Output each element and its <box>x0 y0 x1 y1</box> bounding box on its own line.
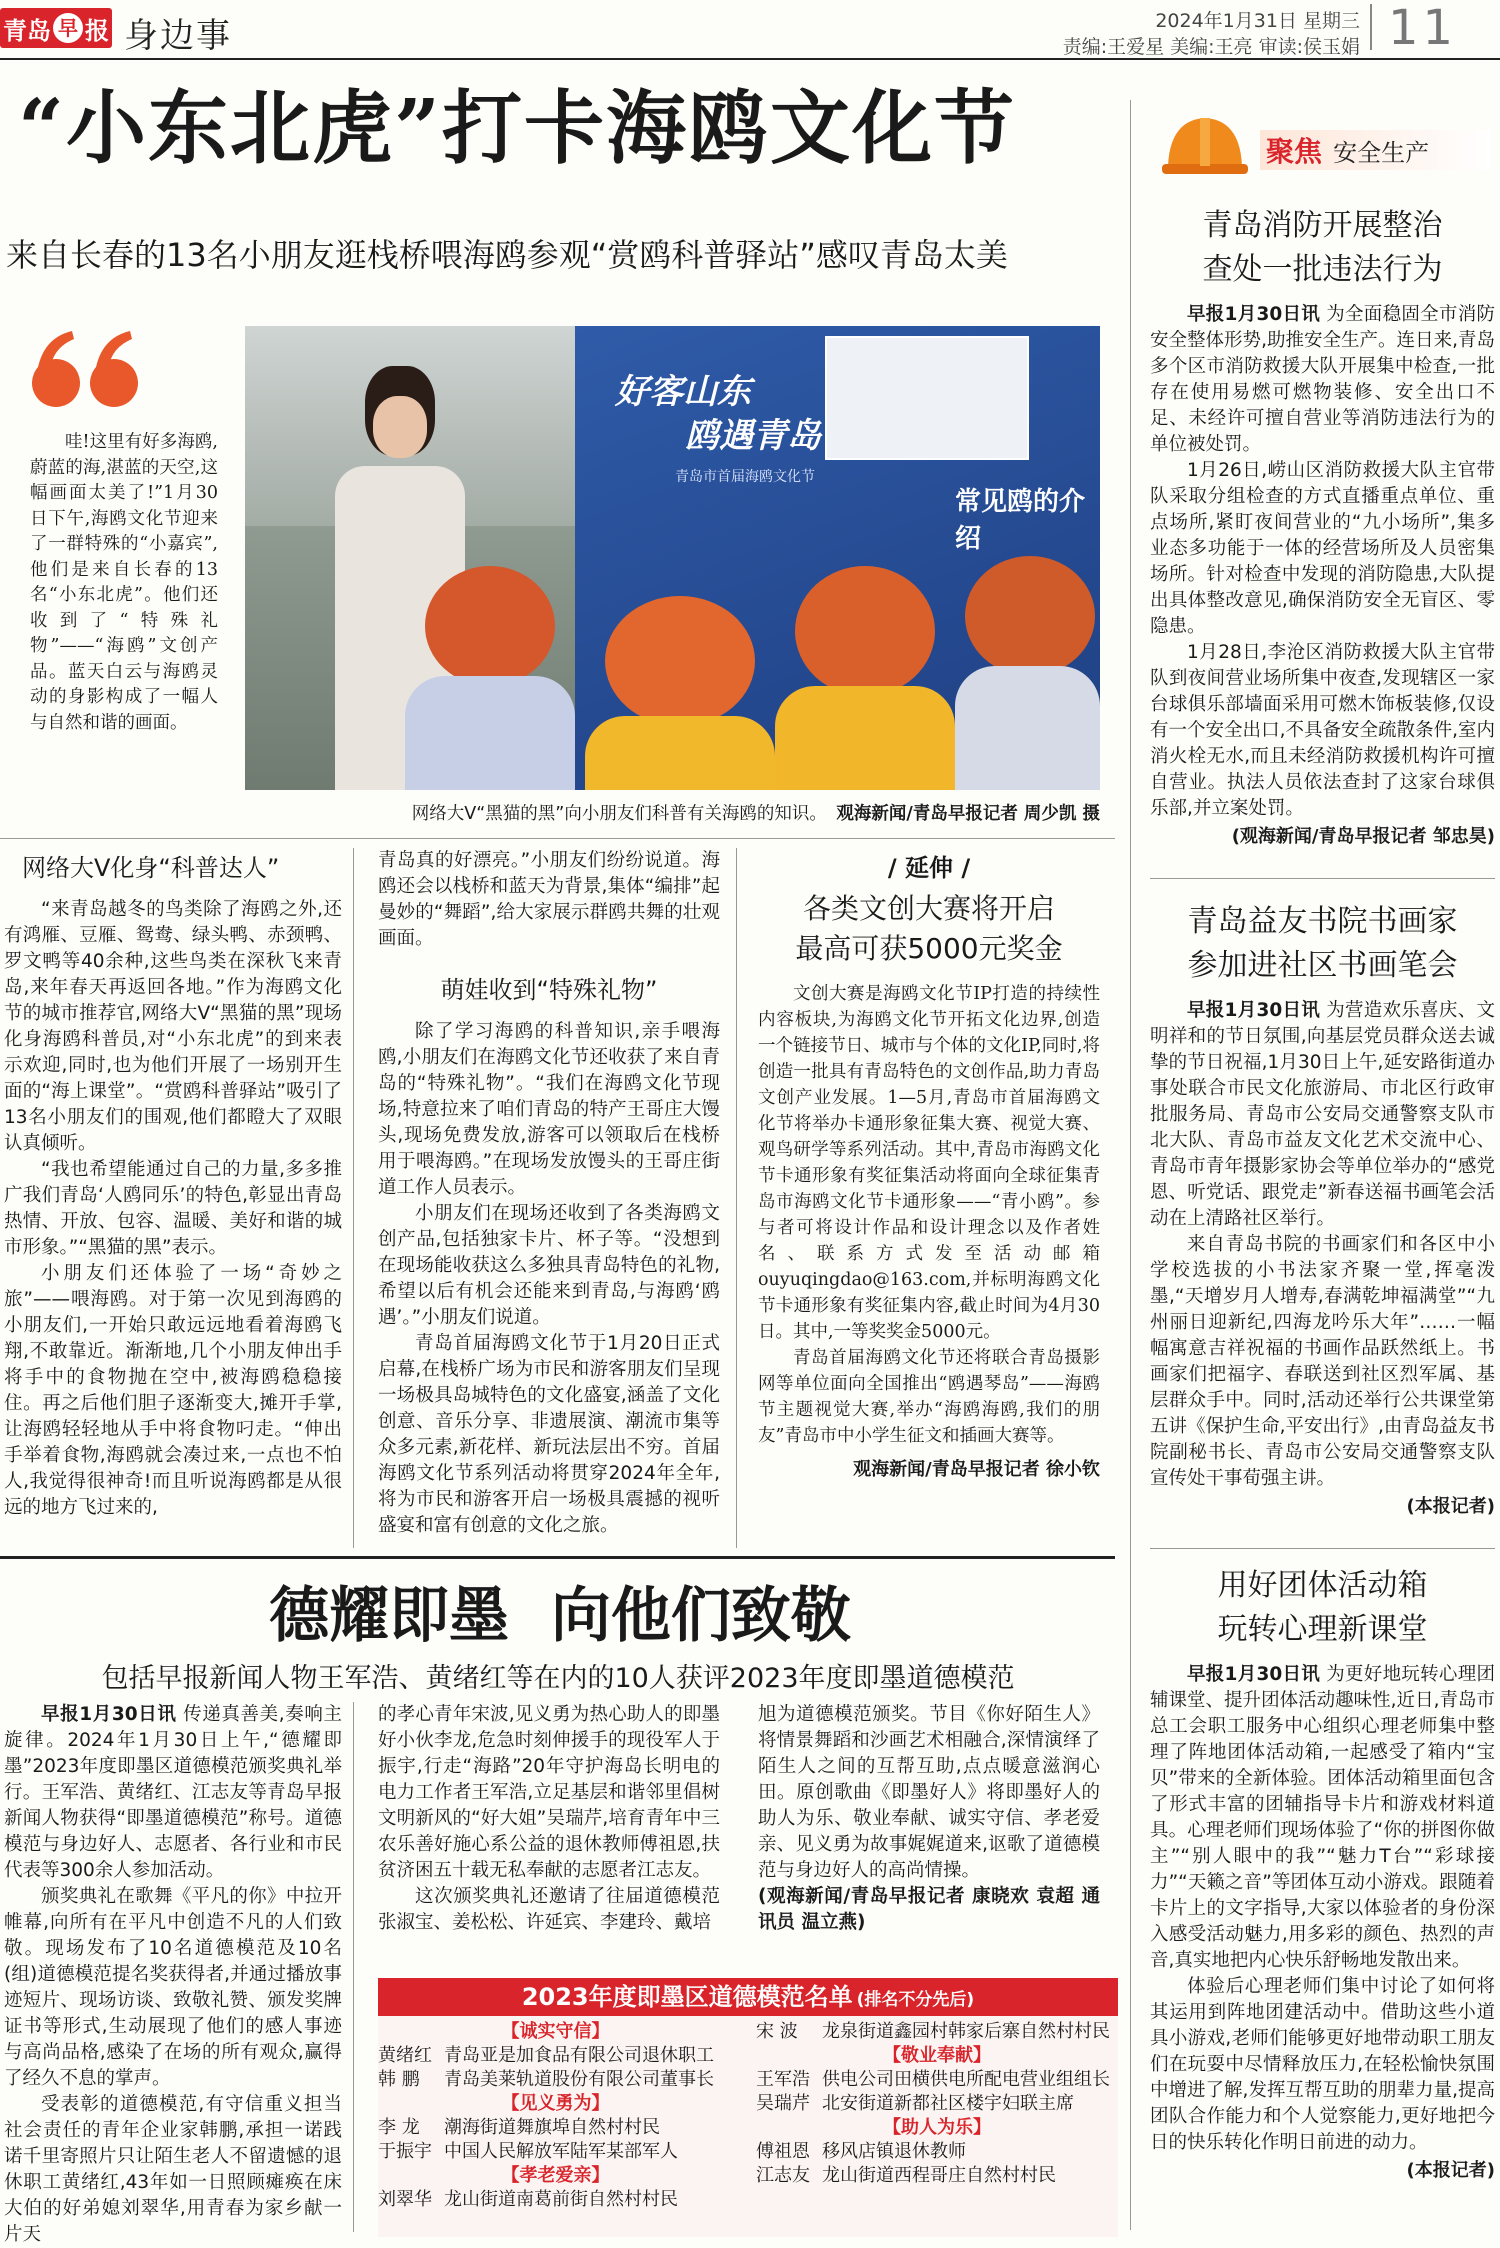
sec2-paragraph-2: 小朋友们在现场还收到了各类海鸥文创产品,包括独家卡片、杯子等。“没想到在现场能收获这么多独具青岛特色的礼物,希望以后有机会还能来到青岛,与海鸥‘鸥遇’。”小朋友们说道。 <box>378 1203 720 1328</box>
second-col-divider <box>353 1702 354 2232</box>
honoree-name: 王军浩 <box>756 2069 810 2090</box>
section2-title: 萌娃收到“特殊礼物” <box>440 976 658 1004</box>
honoree-affiliation: 龙泉街道鑫园村韩家后寨自然村村民 <box>822 2021 1110 2042</box>
masthead-rule <box>0 58 1500 60</box>
story1-credit: (观海新闻/青岛早报记者 邹忠昊) <box>1231 826 1495 847</box>
honoree-affiliation: 中国人民解放军陆军某部军人 <box>444 2141 678 2162</box>
honor-list-header <box>378 1978 1118 2016</box>
masthead-divider <box>1370 4 1372 50</box>
board-sign-line1: 好客山东 <box>615 372 751 412</box>
honor-list-title: 2023年度即墨区道德模范名单 <box>521 1983 853 2011</box>
focus-banner <box>1150 110 1500 186</box>
sidebar-rule-2 <box>1150 1548 1495 1549</box>
caption-text: 网络大V“黑猫的黑”向小朋友们科普有关海鸥的知识。 <box>411 804 827 824</box>
honor-category: 【孝老爱亲】 <box>501 2165 610 2186</box>
honor-list-right <box>756 2020 1118 2188</box>
focus-label-bar <box>1260 130 1490 170</box>
honor-row <box>378 2188 733 2212</box>
story2-lead: 早报1月30日讯 <box>1187 1000 1321 1021</box>
section1-title: 网络大V化身“科普达人” <box>22 854 280 882</box>
quote-mark-icon <box>28 325 148 415</box>
honor-row <box>756 2092 1118 2116</box>
second-col3-paragraph-1: 旭为道德模范颁奖。节目《你好陌生人》将情景舞蹈和沙画艺术相融合,深情演绎了陌生人之间的互帮互助,点点暖意滋润心田。原创歌曲《即墨好人》将即墨好人的助人为乐、敬业奉献、诚实守信、孝老爱亲、见义勇为故事娓娓道来,讴歌了道德模范与身边好人的高尚情操。 <box>758 1704 1100 1881</box>
honor-category: 【见义勇为】 <box>501 2093 610 2114</box>
story1-title-1: 青岛消防开展整治 <box>1202 208 1443 243</box>
main-col-1 <box>4 848 342 1521</box>
honoree-name: 李 龙 <box>378 2117 420 2138</box>
logo-emblem: 早 <box>53 13 83 43</box>
honoree-affiliation: 移风店镇退休教师 <box>822 2141 966 2162</box>
photo-child-3 <box>775 536 955 790</box>
honoree-name: 傅祖恩 <box>756 2141 810 2162</box>
focus-label: 聚焦 <box>1266 135 1323 168</box>
story1-paragraph-3: 1月28日,李沧区消防救援大队主官带队到夜间营业场所集中夜查,发现辖区一家台球俱乐部墙面采用可燃木饰板装修,仅设有一个安全出口,不具备安全疏散条件,室内消火栓无水,而且未经消防救援机构许可擅自营业。执法人员依法查封了这家台球俱乐部,并立案处罚。 <box>1150 642 1495 819</box>
sidebar-rule-1 <box>1150 878 1495 879</box>
honor-row <box>378 2116 733 2140</box>
honoree-affiliation: 龙山街道南葛前街自然村村民 <box>444 2189 678 2210</box>
story3-credit: (本报记者) <box>1406 2160 1495 2181</box>
sec1-paragraph-2: “我也希望能通过自己的力量,多多推广我们青岛‘人鸥同乐’的特色,彰显出青岛热情、开放、包容、温暖、美好和谐的城市形象。”“黑猫的黑”表示。 <box>4 1159 342 1258</box>
honoree-name: 江志友 <box>756 2165 810 2186</box>
second-col1-paragraph-1: 传递真善美,奏响主旋律。2024年1月30日上午,“德耀即墨”2023年度即墨区道德模范颁奖典礼举行。王军浩、黄绪红、江志友等青岛早报新闻人物获得“即墨道德模范”称号。道德模范与身边好人、志愿者、各行业和市民代表等300余人参加活动。 <box>4 1704 342 1881</box>
sec2-paragraph-0: 青岛真的好漂亮。”小朋友们纷纷说道。海鸥还会以栈桥和蓝天为背景,集体“编排”起曼妙的“舞蹈”,给大家展示群鸥共舞的壮观画面。 <box>378 850 720 949</box>
extension-title-1: 各类文创大赛将开启 <box>802 892 1055 925</box>
extension-credit: 观海新闻/青岛早报记者 徐小钦 <box>853 1459 1100 1480</box>
section-name: 身边事 <box>124 16 232 56</box>
story2-title-1: 青岛益友书院书画家 <box>1187 904 1458 939</box>
honoree-affiliation: 青岛美莱轨道股份有限公司董事长 <box>444 2069 714 2090</box>
main-photo <box>245 326 1100 790</box>
col-divider-2 <box>736 848 737 1548</box>
focus-topic: 安全生产 <box>1333 139 1430 167</box>
board-sign-sub: 青岛市首届海鸥文化节 <box>675 469 815 485</box>
story3-title-1: 用好团体活动箱 <box>1217 1568 1428 1603</box>
main-col-3 <box>758 848 1100 1481</box>
page-number: 11 <box>1388 0 1458 56</box>
honor-list-note: (排名不分先后) <box>856 1990 975 2010</box>
honoree-affiliation: 龙山街道西程哥庄自然村村民 <box>822 2165 1056 2186</box>
extension-paragraph-1: 文创大赛是海鸥文化节IP打造的持续性内容板块,为海鸥文化节开拓文化边界,创造一个链接节日、城市与个体的文化IP,同时,将创造一批具有青岛特色的文创作品,助力青岛文创产业发展。1—5月,青岛市首届海鸥文化节将举办卡通形象征集大赛、视觉大赛、观鸟研学等系列活动。其中,青岛市海鸥文化节卡通形象有奖征集活动将面向全球征集青岛市海鸥文化节卡通形象——“青小鸥”。参与者可将设计作品和设计理念以及作者姓名、联系方式发至活动邮箱ouyuqingdao@163.com,并标明海鸥文化节卡通形象有奖征集内容,截止时间为4月30日。其中,一等奖奖金5000元。 <box>758 984 1100 1342</box>
honoree-affiliation: 供电公司田横供电所配电营业组组长 <box>822 2069 1110 2090</box>
story2-paragraph-2: 来自青岛书院的书画家们和各区中小学校选拔的小书法家齐聚一堂,挥毫泼墨,“天增岁月人增寿,春满乾坤福满堂”“九州丽日迎新纪,四海龙吟乐大年”……一幅幅寓意吉祥祝福的书画作品跃然纸上。书画家们把福字、春联送到社区烈军属、基层群众手中。同时,活动还举行公共课堂第五讲《保护生命,平安出行》,由青岛益友书院副秘书长、青岛市公安局交通警察支队宣传处干事荀强主讲。 <box>1150 1234 1495 1489</box>
story1-paragraph-2: 1月26日,崂山区消防救援大队主官带队采取分组检查的方式直播重点单位、重点场所,紧盯夜间营业的“九小场所”,集多业态多功能于一体的经营场所及人员密集场所。针对检查中发现的消防隐患,大队提出具体整改意见,确保消防安全无盲区、零隐患。 <box>1150 460 1495 637</box>
extension-title-2: 最高可获5000元奖金 <box>795 932 1063 965</box>
second-headline: 德耀即墨 向他们致敬 <box>269 1581 851 1651</box>
honoree-name: 宋 波 <box>756 2021 798 2042</box>
story3-lead: 早报1月30日讯 <box>1187 1664 1321 1685</box>
sidebar-divider <box>1130 100 1131 2230</box>
caption-credit: 观海新闻/青岛早报记者 周少凯 摄 <box>836 804 1100 824</box>
main-headline: “小东北虎”打卡海鸥文化节 <box>18 81 1017 175</box>
story2-credit: (本报记者) <box>1406 1496 1495 1517</box>
honoree-name: 吴瑞芹 <box>756 2093 810 2114</box>
second-col-2 <box>378 1702 720 1936</box>
story2-paragraph-1: 为营造欢乐喜庆、文明祥和的节日氛围,向基层党员群众送去诚挚的节日祝福,1月30日上午,延安路街道办事处联合市民文化旅游局、市北区行政审批服务局、青岛市公安局交通警察支队市北大队、青岛市益友文化艺术交流中心、青岛市青年摄影家协会等单位举办的“感党恩、听党话、跟党走”新春送福书画笔会活动在上清路社区举行。 <box>1150 1000 1495 1229</box>
story3-title-2: 玩转心理新课堂 <box>1217 1612 1428 1647</box>
second-col2-paragraph-1: 的孝心青年宋波,见义勇为热心助人的即墨好小伙李龙,危急时刻伸援手的现役军人于振宇,行走“海路”20年守护海岛长明电的电力工作者王军浩,立足基层和谐邻里倡树文明新风的“好大姐”吴瑞芹,培育青年中三农乐善好施心系公益的退休教师傅祖恩,扶贫济困五十载无私奉献的志愿者江志友。 <box>378 1704 720 1881</box>
columns-top-rule <box>0 838 1115 839</box>
logo-text-left: 青岛 <box>3 16 51 45</box>
main-subheadline: 来自长春的13名小朋友逛栈桥喂海鸥参观“赏鸥科普驿站”感叹青岛太美 <box>6 236 1008 274</box>
honoree-name: 黄绪红 <box>378 2045 432 2066</box>
pullquote-text: 哇!这里有好多海鸥,蔚蓝的海,湛蓝的天空,这幅画面太美了!”1月30日下午,海鸥文化节迎来了一群特殊的“小嘉宾”,他们是来自长春的13名“小东北虎”。他们还收到了“特殊礼物”——“海鸥”文创产品。蓝天白云与海鸥灵动的身影构成了一幅人与自然和谐的画面。 <box>30 432 218 733</box>
honor-category: 【助人为乐】 <box>883 2117 991 2138</box>
story1-paragraph-1: 为全面稳固全市消防安全整体形势,助推安全生产。连日来,青岛多个区市消防救援大队开展集中检查,一批存在使用易燃可燃物装修、安全出口不足、未经许可擅自营业等消防违法行为的单位被处罚。 <box>1150 304 1495 455</box>
honor-row <box>378 2140 733 2164</box>
honor-category: 【敬业奉献】 <box>883 2045 991 2066</box>
honoree-name: 于振宇 <box>378 2141 432 2162</box>
issue-date: 2024年1月31日 星期三 <box>1155 10 1360 32</box>
second-col1-paragraph-3: 受表彰的道德模范,有守信重义担当社会责任的青年企业家韩鹏,承担一诺践诺千里寄照片只让陌生老人不留遗憾的退休职工黄绪红,43年如一日照顾瘫痪在床大伯的好弟媳刘翠华,用青春为家乡献一片天 <box>4 2094 342 2245</box>
newspaper-logo <box>0 8 112 48</box>
editor-credits: 责编:王爱星 美编:王亮 审读:侯玉娟 <box>1062 36 1360 58</box>
story1-lead: 早报1月30日讯 <box>1187 304 1321 325</box>
honoree-name: 韩 鹏 <box>378 2069 420 2090</box>
second-lead: 早报1月30日讯 <box>41 1704 177 1725</box>
honor-row <box>756 2020 1118 2044</box>
honor-row <box>756 2140 1118 2164</box>
main-col-2 <box>378 848 720 1539</box>
story3-paragraph-1: 为更好地玩转心理团辅课堂、提升团体活动趣味性,近日,青岛市总工会职工服务中心组织心理老师集中整理了阵地团体活动箱,一起感受了箱内“宝贝”带来的全新体验。团体活动箱里面包含了形式丰富的团辅指导卡片和游戏材料道具。心理老师们现场体验了“你的拼图你做主”“别人眼中的我”“魅力T台”“彩球接力”“天籁之音”等团体互动小游戏。跟随着卡片上的文字指导,大家以体验者的身份深入感受活动魅力,用多彩的颜色、热烈的声音,真实地把内心快乐舒畅地发散出来。 <box>1150 1664 1495 1971</box>
honoree-affiliation: 北安街道新都社区楼宇妇联主席 <box>822 2093 1074 2114</box>
sec1-paragraph-3: 小朋友们还体验了一场“奇妙之旅”——喂海鸥。对于第一次见到海鸥的小朋友们,一开始只敢远远地看着海鸥飞翔,不敢靠近。渐渐地,几个小朋友伸出手将手中的食物抛在空中,被海鸥稳稳接住。再之后他们胆子逐渐变大,摊开手掌,让海鸥轻轻地从手中将食物叼走。“伸出手举着食物,海鸥就会凑过来,一点也不怕人,我觉得很神奇!而且听说海鸥都是从很远的地方飞过来的, <box>4 1263 342 1518</box>
extension-label: / 延伸 / <box>887 854 971 882</box>
second-story-top-rule <box>0 1556 1115 1559</box>
sidebar-story-2 <box>1150 896 1495 1518</box>
story3-paragraph-2: 体验后心理老师们集中讨论了如何将其运用到阵地团建活动中。借助这些小道具小游戏,老师们能够更好地带动职工朋友们在玩耍中尽情释放压力,在轻松愉快氛围中增进了解,发挥互帮互助的朋辈力量,提高团队合作能力和个人觉察能力,更好地把今日的快乐转化作明日前进的动力。 <box>1150 1976 1495 2153</box>
col-divider-1 <box>353 848 354 1548</box>
photo-child-2 <box>575 596 775 790</box>
honor-category: 【诚实守信】 <box>501 2021 610 2042</box>
photo-child-4 <box>955 516 1100 790</box>
honor-row <box>756 2164 1118 2188</box>
sec2-paragraph-3: 青岛首届海鸥文化节于1月20日正式启幕,在栈桥广场为市民和游客朋友们呈现一场极具岛城特色的文化盛宴,涵盖了文化创意、音乐分享、非遗展演、潮流市集等众多元素,新花样、新玩法层出不穷。首届海鸥文化节系列活动将贯穿2024年全年,将为市民和游客开启一场极具震撼的视听盛宴和富有创意的文化之旅。 <box>378 1333 720 1536</box>
sidebar-story-1 <box>1150 200 1495 848</box>
second-col2-paragraph-2: 这次颁奖典礼还邀请了往届道德模范张淑宝、姜松松、许延宾、李建玲、戴培 <box>378 1886 720 1933</box>
logo-text-right: 报 <box>85 16 109 45</box>
board-notice-panel <box>825 336 1029 460</box>
honor-row <box>756 2068 1118 2092</box>
board-title: 常见鸥的介绍 <box>955 487 1086 554</box>
photo-caption <box>300 800 1100 825</box>
board-sign-line2: 鸥遇青岛 <box>685 416 821 456</box>
hard-hat-icon <box>1160 110 1250 180</box>
second-col3-credit: (观海新闻/青岛早报记者 康晓欢 袁超 通讯员 温立燕) <box>758 1886 1100 1933</box>
honor-list-left <box>378 2020 733 2212</box>
story2-title-2: 参加进社区书画笔会 <box>1187 948 1458 983</box>
sec2-paragraph-1: 除了学习海鸥的科普知识,亲手喂海鸥,小朋友们在海鸥文化节还收获了来自青岛的“特殊礼物”。“我们在海鸥文化节现场,特意拉来了咱们青岛的特产王哥庄大馒头,现场免费发放,游客可以领取后在栈桥用于喂海鸥。”在现场发放馒头的王哥庄街道工作人员表示。 <box>378 1021 720 1198</box>
honoree-affiliation: 潮海街道舞旗埠自然村村民 <box>444 2117 660 2138</box>
sec1-paragraph-1: “来青岛越冬的鸟类除了海鸥之外,还有鸿雁、豆雁、鸳鸯、绿头鸭、赤颈鸭、罗文鸭等40余种,这些鸟类在深秋飞来青岛,来年春天再返回各地。”作为海鸥文化节的城市推荐官,网络大V“黑猫的黑”现场化身海鸥科普员,对“小东北虎”的到来表示欢迎,同时,也为他们开展了一场别开生面的“海上课堂”。“赏鸥科普驿站”吸引了13名小朋友们的围观,他们都瞪大了双眼认真倾听。 <box>4 899 342 1154</box>
story1-title-2: 查处一批违法行为 <box>1202 252 1443 287</box>
honoree-name: 刘翠华 <box>378 2189 432 2210</box>
honor-row <box>378 2044 733 2068</box>
photo-child-1 <box>405 536 575 790</box>
extension-paragraph-2: 青岛首届海鸥文化节还将联合青岛摄影网等单位面向全国推出“鸥遇琴岛”——海鸥节主题视觉大赛,举办“海鸥海鸥,我们的朋友”青岛市中小学生征文和插画大赛等。 <box>758 1348 1100 1446</box>
sidebar-story-3 <box>1150 1560 1495 2182</box>
second-subheadline: 包括早报新闻人物王军浩、黄绪红等在内的10人获评2023年度即墨道德模范 <box>101 1663 1015 1694</box>
honor-row <box>378 2068 733 2092</box>
second-col-1 <box>4 1702 342 2248</box>
honoree-affiliation: 青岛亚是加食品有限公司退休职工 <box>444 2045 714 2066</box>
second-col1-paragraph-2: 颁奖典礼在歌舞《平凡的你》中拉开帷幕,向所有在平凡中创造不凡的人们致敬。现场发布了10名道德模范及10名(组)道德模范提名奖获得者,并通过播放事迹短片、现场访谈、致敬礼赞、颁发奖牌证书等形式,生动展现了他们的感人事迹与高尚品格,感染了在场的所有观众,赢得了经久不息的掌声。 <box>4 1886 342 2089</box>
second-col-3 <box>758 1702 1100 1936</box>
honor-list-box <box>378 1978 1118 2237</box>
